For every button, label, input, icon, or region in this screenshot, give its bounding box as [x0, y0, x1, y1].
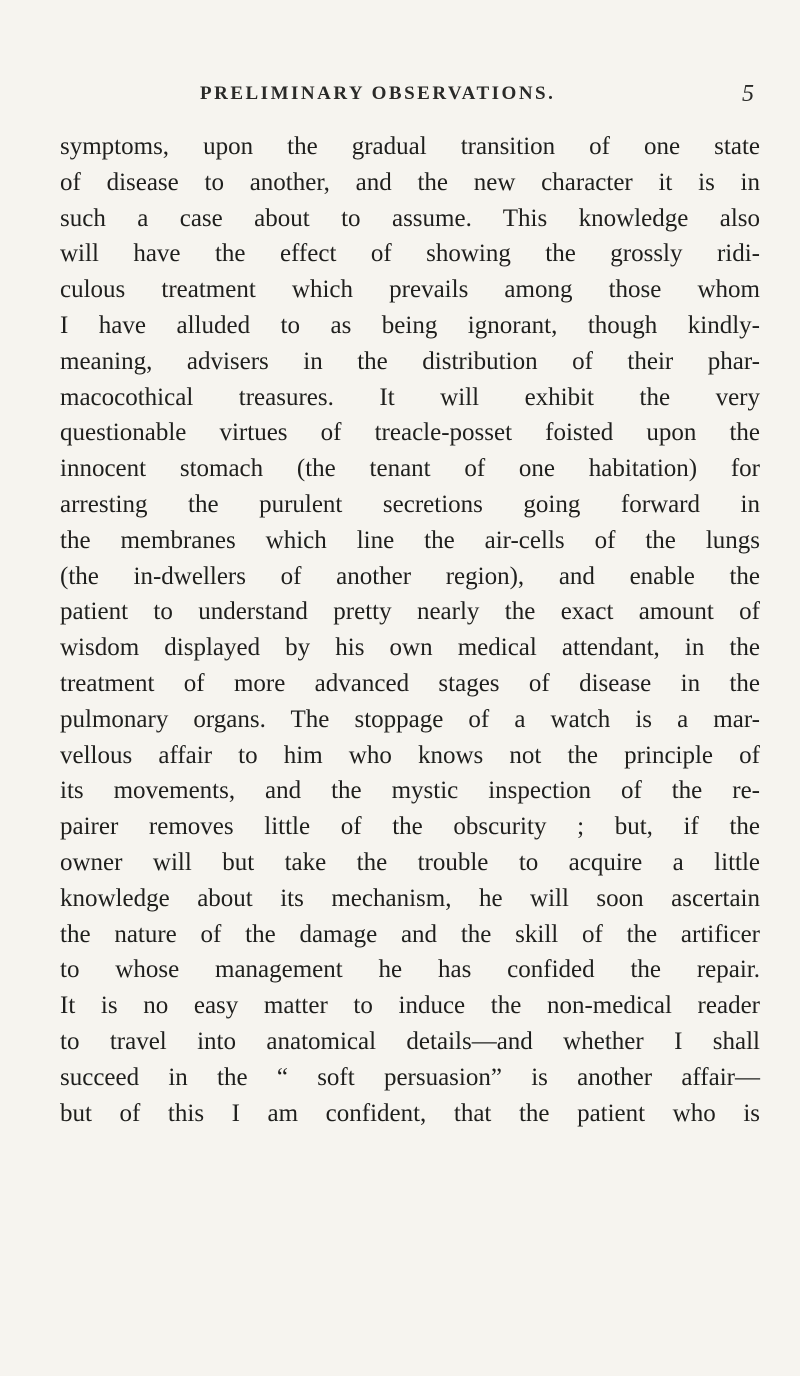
text-line: wisdom displayed by his own medical attendant, in the	[60, 634, 760, 662]
text-line: knowledge about its mechanism, he will soon ascertain	[60, 884, 760, 912]
text-line: to travel into anatomical details—and whether I shall	[60, 1027, 760, 1055]
text-line: but of this I am confident, that the patient who is	[60, 1099, 760, 1127]
text-line: such a case about to assume. This knowledge also	[60, 204, 760, 232]
text-line: patient to understand pretty nearly the exact amount of	[60, 598, 760, 626]
text-line: meaning, advisers in the distribution of their phar-	[60, 347, 760, 375]
text-line: of disease to another, and the new character it is in	[60, 168, 760, 196]
running-head-title: PRELIMINARY OBSERVATIONS.	[200, 83, 556, 104]
text-line: symptoms, upon the gradual transition of one state	[60, 133, 760, 160]
text-line: its movements, and the mystic inspection of the re-	[60, 777, 760, 805]
text-line: the nature of the damage and the skill of the artificer	[60, 920, 760, 948]
text-line: I have alluded to as being ignorant, though kindly-	[60, 311, 760, 339]
text-line: (the in-dwellers of another region), and enable the	[60, 562, 760, 590]
text-line: questionable virtues of treacle-posset foisted upon the	[60, 419, 760, 447]
text-line: to whose management he has confided the repair.	[60, 956, 760, 984]
text-line: arresting the purulent secretions going forward in	[60, 490, 760, 518]
text-line: It is no easy matter to induce the non-medical reader	[60, 992, 760, 1020]
text-line: owner will but take the trouble to acquire a little	[60, 848, 760, 876]
running-head	[60, 83, 760, 113]
text-line: will have the effect of showing the grossly ridi-	[60, 240, 760, 268]
text-line: succeed in the “ soft persuasion” is another affair—	[60, 1063, 760, 1091]
body-text	[60, 129, 760, 1131]
text-line: the membranes which line the air-cells of the lungs	[60, 526, 760, 554]
text-line: vellous affair to him who knows not the principle of	[60, 741, 760, 769]
text-line: treatment of more advanced stages of disease in the	[60, 669, 760, 697]
text-line: pairer removes little of the obscurity ; but, if the	[60, 813, 760, 841]
page-number: 5	[742, 81, 754, 107]
text-line: macocothical treasures. It will exhibit the very	[60, 383, 760, 411]
text-line: innocent stomach (the tenant of one habitation) for	[60, 455, 760, 483]
text-line: culous treatment which prevails among those whom	[60, 276, 760, 304]
text-line: pulmonary organs. The stoppage of a watch is a mar-	[60, 705, 760, 733]
